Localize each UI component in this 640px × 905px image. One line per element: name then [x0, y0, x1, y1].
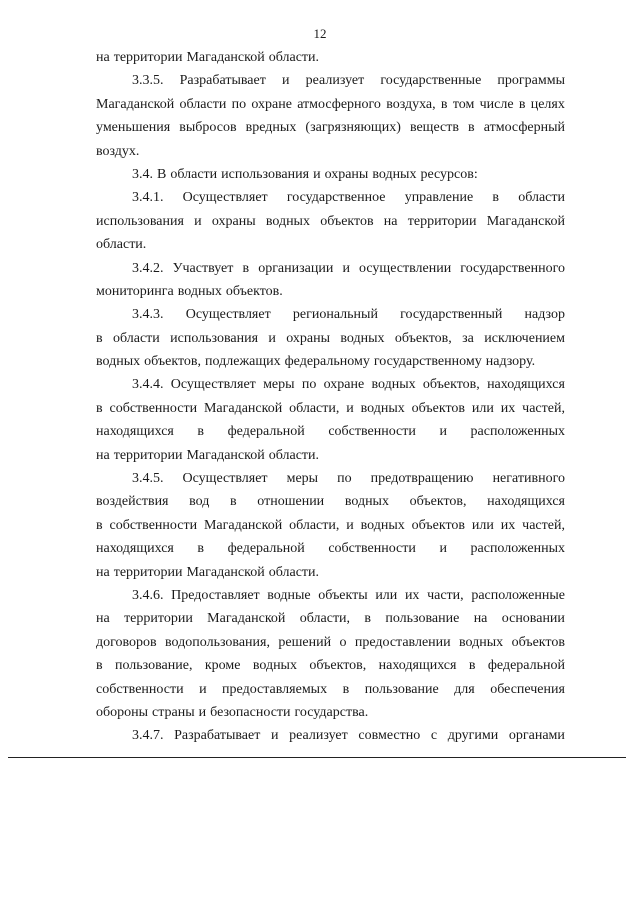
word: области [179, 96, 227, 112]
word: В [157, 166, 167, 182]
word: государственные [380, 73, 482, 89]
word: области [518, 190, 565, 206]
word: федеральной [487, 658, 565, 674]
word: территории [113, 447, 183, 463]
word: в [468, 120, 475, 136]
word: Разрабатывает [174, 728, 261, 744]
word: территории [407, 213, 477, 229]
word: воздуха, [386, 96, 436, 112]
word: и [271, 728, 279, 744]
word: безопасности [210, 704, 291, 720]
word: на [383, 213, 398, 229]
word: целях [530, 96, 565, 112]
word: программы [497, 73, 565, 89]
word: основании [501, 611, 565, 627]
word: с [430, 728, 438, 744]
text-line [96, 444, 565, 467]
word: их [404, 587, 420, 603]
word: в [342, 681, 350, 697]
word: в [197, 424, 205, 440]
word: находящихся [487, 494, 565, 510]
word: территории [113, 50, 183, 65]
word: территории [113, 564, 183, 580]
word: в [96, 330, 103, 346]
word: о [339, 634, 347, 650]
word: по [301, 377, 317, 393]
text-line [96, 257, 565, 280]
word: государственный [400, 307, 503, 323]
text-line [96, 280, 565, 303]
word: Разрабатывает [179, 73, 266, 89]
word: собственности [328, 541, 416, 557]
word: 3.4.3. [132, 307, 164, 323]
word: водных [371, 377, 416, 393]
word: (загрязняющих) [305, 120, 401, 136]
word: Осуществляет [182, 471, 268, 487]
text-line [96, 584, 565, 607]
word: подлежащих [205, 354, 281, 370]
word: объекты [318, 587, 368, 603]
word: водных [340, 330, 385, 346]
word: использования [221, 166, 310, 182]
word: федеральной [227, 424, 305, 440]
word: и [268, 330, 276, 346]
text-line [96, 631, 565, 654]
word: расположенных [470, 424, 565, 440]
word: меры [286, 471, 319, 487]
word: 3.4.2. [132, 260, 164, 276]
word: отношении [257, 494, 325, 510]
word: объектов, [309, 658, 367, 674]
word: области. [268, 564, 320, 580]
word: за [462, 330, 474, 346]
text-line [96, 514, 565, 537]
word: исключением [484, 330, 565, 346]
word: водные [267, 587, 311, 603]
word: том [452, 96, 475, 112]
word: воздействия [96, 494, 169, 510]
word: охраны [211, 213, 256, 229]
word: уменьшения [96, 120, 171, 136]
word: находящихся [96, 424, 174, 440]
word: и [313, 166, 321, 182]
word: Магаданской [207, 611, 286, 627]
text-line [96, 210, 565, 233]
word: в [230, 494, 237, 510]
word: в [242, 260, 250, 276]
word: водных [360, 400, 405, 416]
word: 3.4.1. [132, 190, 164, 206]
word: в [197, 541, 205, 557]
word: Магаданской [486, 213, 565, 229]
word: Осуществляет [185, 307, 271, 323]
word: части, [427, 587, 464, 603]
word: Осуществляет [170, 377, 256, 393]
word: охраны [286, 330, 331, 346]
word: другими [447, 728, 499, 744]
word: области [170, 166, 218, 182]
word: пользование [364, 681, 439, 697]
text-line [96, 373, 565, 396]
word: расположенные [471, 587, 565, 603]
word: водных [265, 213, 310, 229]
word: собственности [328, 424, 416, 440]
word: воздух. [96, 143, 140, 159]
word: собственности [96, 681, 184, 697]
word: на [96, 50, 110, 65]
word: объектов, [144, 354, 202, 370]
word: пользование [385, 611, 460, 627]
word: числе [479, 96, 514, 112]
word: Магаданской [186, 50, 265, 65]
word: 3.4.6. [132, 587, 164, 603]
text-line [96, 327, 565, 350]
word: находящихся [96, 541, 174, 557]
word: или [375, 587, 398, 603]
text-line [96, 93, 565, 116]
word: на [96, 447, 110, 463]
word: области, [289, 400, 340, 416]
word: на [473, 611, 488, 627]
word: использования [170, 330, 259, 346]
text-line [96, 303, 565, 326]
word: области. [268, 50, 320, 65]
word: надзор [524, 307, 565, 323]
word: и [439, 541, 447, 557]
page-bottom-divider [8, 757, 626, 758]
text-line [96, 561, 565, 584]
word: или [471, 517, 494, 533]
word: осуществлении [359, 260, 452, 276]
word: на [96, 611, 110, 627]
word: в [492, 190, 500, 206]
word: объектов [511, 634, 565, 650]
text-line [96, 701, 565, 724]
word: водных [372, 166, 417, 182]
word: частей, [522, 517, 565, 533]
word: водных [360, 517, 405, 533]
word: в [518, 96, 526, 112]
word: расположенных [470, 541, 565, 557]
word: водопользования, [165, 634, 270, 650]
word: водных [96, 354, 141, 370]
word: области. [96, 237, 147, 253]
page-number: 12 [313, 26, 327, 41]
word: охране [323, 377, 365, 393]
text-line [96, 678, 565, 701]
word: в [96, 400, 103, 416]
word: веществ [409, 120, 459, 136]
word: Магаданской [186, 447, 265, 463]
word: вод [189, 494, 210, 510]
word: объектов [320, 213, 374, 229]
word: органами [508, 728, 565, 744]
word: и [342, 260, 350, 276]
text-line [96, 163, 565, 186]
word: объектов. [225, 283, 283, 299]
text-line [96, 537, 565, 560]
word: договоров [96, 634, 157, 650]
word: ресурсов: [420, 166, 478, 182]
word: государственное [286, 190, 386, 206]
text-line [96, 69, 565, 92]
word: атмосферный [483, 120, 565, 136]
word: объектов [411, 400, 466, 416]
text-line [96, 397, 565, 420]
word: водных [252, 658, 297, 674]
word: для [454, 681, 475, 697]
word: и [194, 213, 202, 229]
word: негативного [492, 471, 565, 487]
text-line [96, 420, 565, 443]
word: предотвращению [370, 471, 474, 487]
word: предоставлении [354, 634, 451, 650]
word: собственности [109, 400, 198, 416]
word: их [500, 400, 516, 416]
text-line [96, 607, 565, 630]
word: 3.4.7. [132, 728, 164, 744]
word: объектов [411, 517, 466, 533]
word: и [198, 704, 207, 720]
word: по [337, 471, 352, 487]
word: вредных [245, 120, 297, 136]
text-line [96, 186, 565, 209]
word: частей, [522, 400, 565, 416]
word: находящихся [487, 377, 565, 393]
word: Магаданской [96, 96, 175, 112]
word: Участвует [172, 260, 234, 276]
word: Магаданской [186, 564, 265, 580]
word: меры [263, 377, 295, 393]
word: в [440, 96, 448, 112]
text-line [96, 233, 565, 256]
word: управление [404, 190, 474, 206]
word: Предоставляет [171, 587, 260, 603]
word: обеспечения [490, 681, 565, 697]
word: находящихся [378, 658, 457, 674]
word: и [439, 424, 447, 440]
word: в [96, 517, 103, 533]
word: охране [251, 96, 292, 112]
word: выбросов [179, 120, 237, 136]
word: собственности [109, 517, 198, 533]
text-line [96, 140, 565, 163]
word: государства. [294, 704, 369, 720]
word: в [468, 658, 476, 674]
word: предоставляемых [222, 681, 328, 697]
word: совместно [358, 728, 421, 744]
word: области [112, 330, 160, 346]
word: на [96, 564, 110, 580]
word: 3.4.4. [132, 377, 164, 393]
word: кроме [204, 658, 241, 674]
word: 3.4. [132, 166, 153, 182]
word: охраны [324, 166, 369, 182]
word: или [471, 400, 494, 416]
word: федеральному [284, 354, 370, 370]
word: государственного [460, 260, 565, 276]
word: их [500, 517, 516, 533]
word: области, [299, 611, 351, 627]
word: федеральной [227, 541, 305, 557]
text-line [96, 350, 565, 373]
word: объектов, [394, 330, 452, 346]
word: Магаданской [203, 400, 283, 416]
word: территории [124, 611, 193, 627]
word: обороны [96, 704, 149, 720]
word: Осуществляет [182, 190, 268, 206]
text-line [96, 490, 565, 513]
word: в [96, 658, 103, 674]
word: региональный [292, 307, 378, 323]
word: надзору. [485, 354, 536, 370]
word: области, [289, 517, 340, 533]
word: мониторинга [96, 283, 174, 299]
word: области. [268, 447, 320, 463]
word: и [346, 400, 354, 416]
word: атмосферного [297, 96, 381, 112]
word: 3.3.5. [132, 73, 164, 89]
text-line [96, 46, 565, 69]
word: и [199, 681, 207, 697]
word: Магаданской [203, 517, 283, 533]
word: реализует [289, 728, 348, 744]
word: страны [152, 704, 195, 720]
word: водных [344, 494, 389, 510]
word: использования [96, 213, 184, 229]
word: организации [258, 260, 334, 276]
word: государственному [373, 354, 482, 370]
text-line [96, 724, 565, 747]
word: водных [177, 283, 222, 299]
word: пользование, [115, 658, 193, 674]
document-body [96, 46, 565, 748]
word: реализует [305, 73, 365, 89]
text-line [96, 654, 565, 677]
word: объектов, [422, 377, 480, 393]
word: по [231, 96, 247, 112]
text-line [96, 467, 565, 490]
word: объектов, [409, 494, 467, 510]
text-line [96, 116, 565, 139]
word: 3.4.5. [132, 471, 164, 487]
word: в [364, 611, 372, 627]
word: и [282, 73, 290, 89]
word: водных [459, 634, 504, 650]
word: и [346, 517, 354, 533]
word: решений [278, 634, 332, 650]
